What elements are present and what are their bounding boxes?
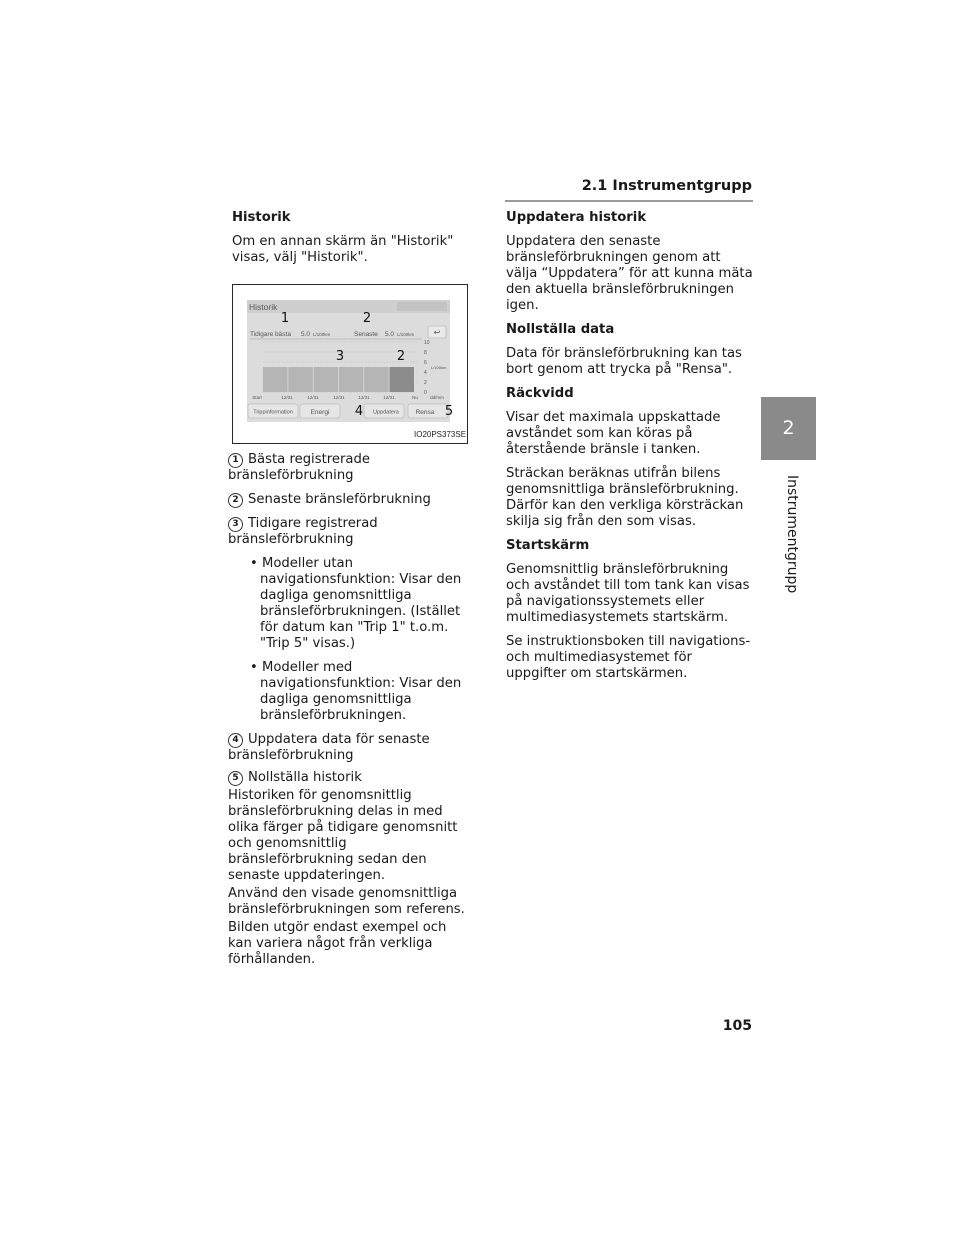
- back-arrow-icon: ↩: [433, 328, 441, 337]
- y-tick-label: 6: [424, 360, 427, 366]
- callout-5: 5: [444, 404, 454, 419]
- y-tick-label: 2: [424, 380, 427, 386]
- titlebar-decor: [397, 302, 447, 311]
- callout-3: 3: [335, 349, 345, 364]
- recent-unit: L/100km: [397, 332, 415, 337]
- left-column-top: [232, 210, 472, 266]
- callout-2: 2: [362, 311, 372, 326]
- bullet-text: Modeller med navigationsfunktion: Visar den dagliga genomsnittliga bränsleförbrukningen.: [260, 660, 462, 723]
- energy-label: Energi: [310, 409, 330, 416]
- body-paragraph: Sträckan beräknas utifrån bilens genomsnittliga bränsleförbrukning. Därför kan den verkliga körsträckan skilja sig från den som visas.: [506, 466, 744, 529]
- number-badge: 5: [228, 771, 243, 786]
- legend-text: Uppdatera data för senaste bränsleförbrukning: [228, 732, 430, 763]
- y-tick-label: 0: [424, 390, 427, 396]
- best-label: Tidigare bästa: [250, 331, 291, 338]
- chart-bar: [364, 367, 389, 392]
- legend-text: Senaste bränsleförbrukning: [248, 492, 431, 507]
- y-tick-label: 10: [424, 340, 430, 346]
- x-tick-label: Nu: [412, 395, 418, 400]
- chapter-side-label: Instrumentgrupp: [784, 475, 800, 594]
- clear-label: Rensa: [415, 409, 435, 416]
- legend-text: Tidigare registrerad bränsleförbrukning: [228, 516, 378, 547]
- x-tick-label: 12/31: [333, 395, 345, 400]
- x-tick-label: 12/31: [358, 395, 370, 400]
- body-paragraph: Se instruktionsboken till navigations- och multimediasystemet för uppgifter om startskärmen.: [506, 634, 751, 681]
- recent-value: 5.0: [385, 331, 395, 338]
- chart-bar: [339, 367, 364, 392]
- legend-text: Bästa registrerade bränsleförbrukning: [228, 452, 370, 483]
- chart-bar: [263, 367, 288, 392]
- chart-bar: [390, 367, 415, 392]
- heading-update-history: Uppdatera historik: [506, 210, 647, 225]
- x-tick-label: 12/31: [281, 395, 293, 400]
- bullet-item: • Modeller utan navigationsfunktion: Visar den dagliga genomsnittliga bränsleförbrukningen. (Istället för datum kan "Trip 1" t.o.m. "Trip 5" visas.): [250, 556, 462, 651]
- page-number: 105: [722, 1018, 752, 1034]
- trip-info-label: Trippinformation: [253, 409, 293, 416]
- intro-paragraph: Om en annan skärm än "Historik" visas, välj "Historik".: [232, 234, 454, 265]
- callout-2b: 2: [396, 349, 406, 364]
- x-tick-label: 12/31: [307, 395, 319, 400]
- legend-item-4: [228, 732, 470, 764]
- best-value: 5.0: [301, 331, 311, 338]
- body-paragraph: Uppdatera den senaste bränsleförbrukningen genom att välja “Uppdatera” för att kunna mäta den aktuella bränsleförbrukningen igen.: [506, 234, 753, 313]
- y-tick-label: 4: [424, 370, 427, 376]
- left-column-body: [228, 452, 470, 968]
- body-paragraph: Genomsnittlig bränsleförbrukning och avståndet till tom tank kan visas på navigationssystemets eller multimediasystemets startskärm.: [506, 562, 750, 625]
- bullet-item: • Modeller med navigationsfunktion: Visar den dagliga genomsnittliga bränsleförbrukningen.: [250, 660, 462, 723]
- screen-title: Historik: [249, 302, 278, 312]
- callout-4: 4: [354, 404, 364, 419]
- legend-item-5: [228, 770, 470, 786]
- x-tick-label: dd/mm: [430, 395, 444, 400]
- chart-bars: [263, 367, 414, 392]
- number-badge: 4: [228, 733, 243, 748]
- y-tick-labels: [424, 340, 430, 396]
- body-paragraph: Visar det maximala uppskattade avståndet som kan köras på återstående bränsle i tanken.: [506, 410, 721, 457]
- body-paragraph: Använd den visade genomsnittliga bränsleförbrukningen som referens.: [228, 886, 465, 917]
- callout-1: 1: [280, 311, 290, 326]
- body-paragraph: Bilden utgör endast exempel och kan variera något från verkliga förhållanden.: [228, 920, 447, 967]
- heading-reset-data: Nollställa data: [506, 322, 615, 337]
- body-paragraph: Data för bränsleförbrukning kan tas bort genom att trycka på "Rensa".: [506, 346, 742, 377]
- legend-item-2: [228, 492, 470, 508]
- figure-id: IO20PS373SE: [414, 430, 467, 439]
- body-paragraph: Historiken för genomsnittlig bränsleförbrukning delas in med olika färger på tidigare genomsnitt och genomsnittlig bränsleförbrukning sedan den senaste uppdateringen.: [228, 788, 458, 883]
- y-tick-label: 8: [424, 350, 427, 356]
- update-label: Uppdatera: [373, 409, 399, 416]
- chart-bar: [314, 367, 339, 392]
- bullet-text: Modeller utan navigationsfunktion: Visar den dagliga genomsnittliga bränsleförbrukningen. (Istället för datum kan "Trip 1" t.o.m. "Trip 5" visas.): [260, 556, 462, 651]
- legend-text: Nollställa historik: [248, 770, 362, 785]
- heading-historik: Historik: [232, 210, 291, 225]
- number-badge: 1: [228, 453, 243, 468]
- right-column: [506, 210, 754, 682]
- recent-label: Senaste: [354, 331, 378, 338]
- legend-item-3: [228, 516, 470, 548]
- x-tick-label: Start: [252, 395, 262, 400]
- number-badge: 2: [228, 493, 243, 508]
- section-header: 2.1 Instrumentgrupp: [581, 178, 752, 194]
- best-unit: L/100km: [313, 332, 331, 337]
- bullet-list: [245, 556, 470, 724]
- heading-start-screen: Startskärm: [506, 538, 590, 553]
- chapter-tab: 2: [761, 397, 816, 460]
- number-badge: 3: [228, 517, 243, 532]
- x-axis-labels: [252, 395, 444, 400]
- heading-range: Räckvidd: [506, 386, 574, 401]
- legend-item-1: [228, 452, 470, 484]
- chart-bar: [288, 367, 313, 392]
- x-tick-label: 12/31: [383, 395, 395, 400]
- header-rule: [505, 200, 753, 202]
- y-unit-label: L/100km: [431, 365, 447, 370]
